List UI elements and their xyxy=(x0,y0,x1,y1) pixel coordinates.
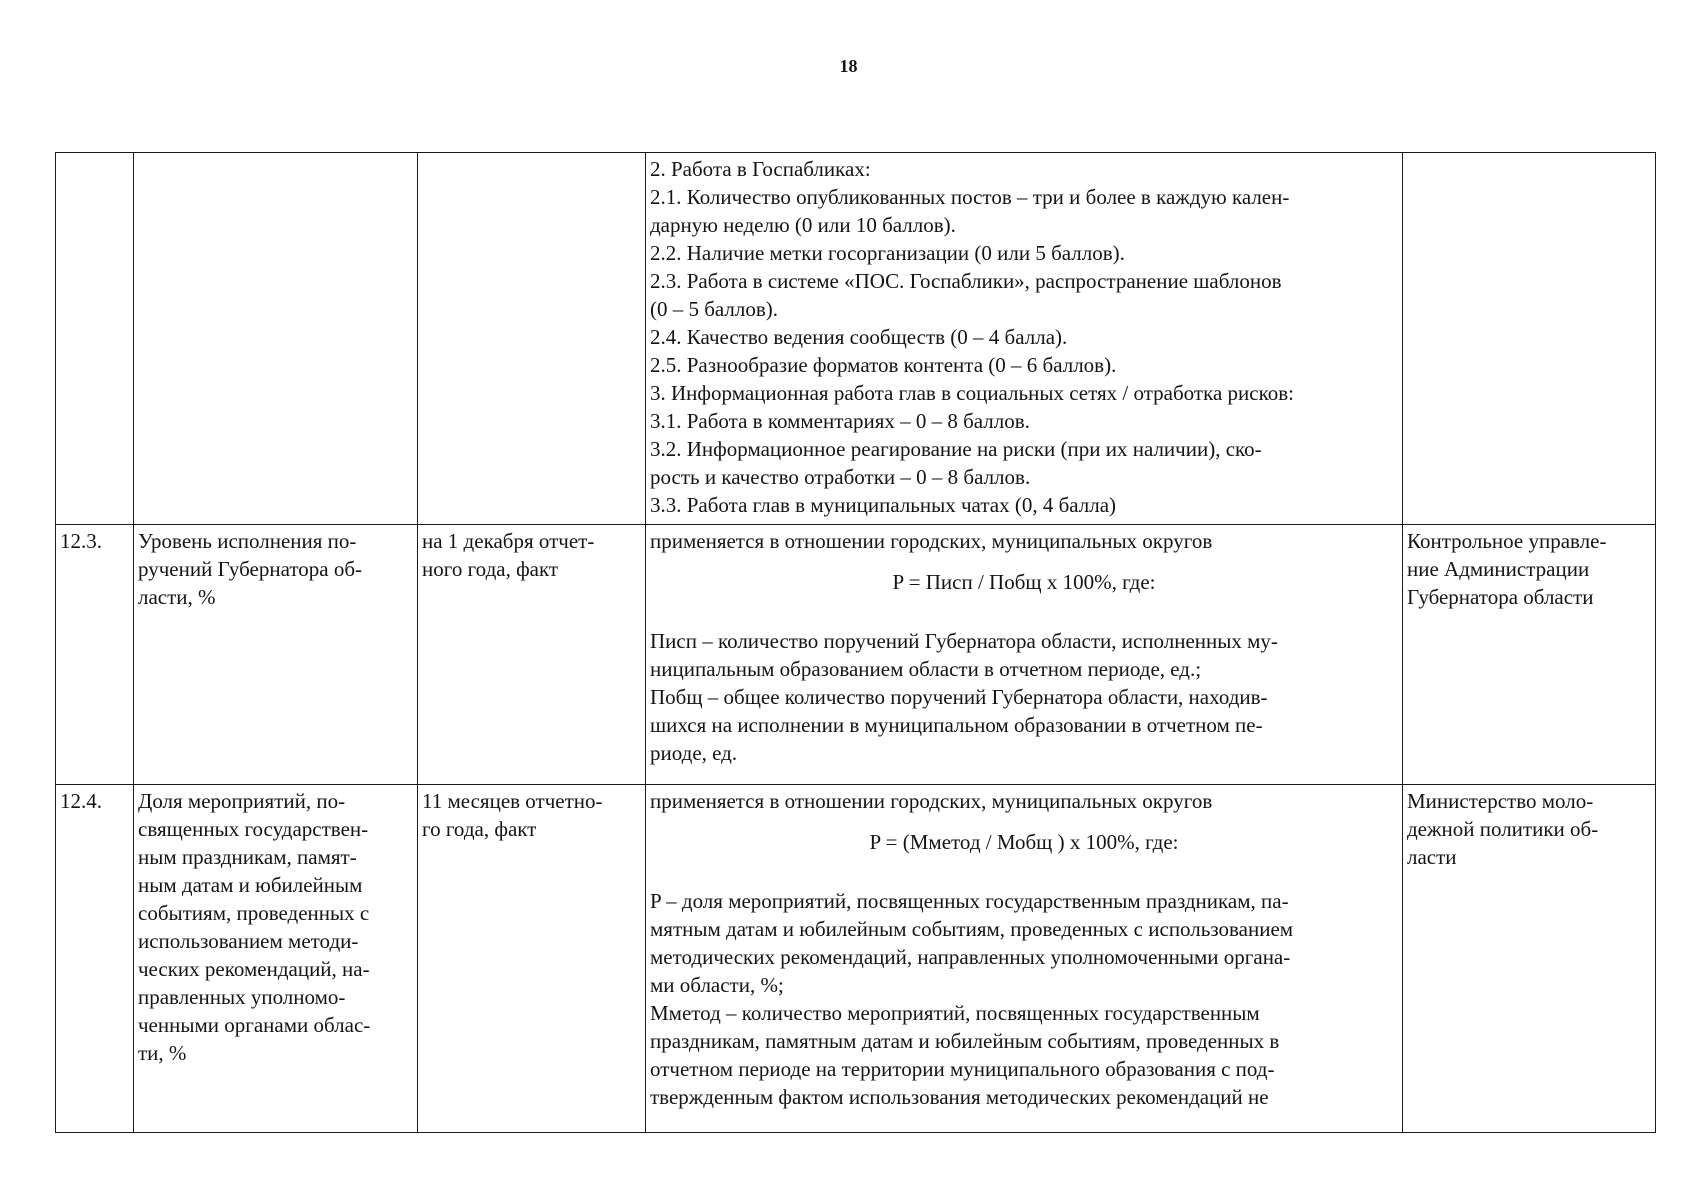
definition-line: методических рекомендаций, направленных уполномоченными органа- xyxy=(650,945,1291,969)
cell-responsible xyxy=(1403,785,1656,1133)
cell-name xyxy=(134,525,418,785)
responsible-line: Министерство моло- xyxy=(1407,789,1594,813)
table-row-12-3 xyxy=(56,525,1656,785)
table-row-12-4 xyxy=(56,785,1656,1133)
method-line: 2.2. Наличие метки госорганизации (0 или 5 баллов). xyxy=(650,241,1125,265)
definition-line: Мметод – количество мероприятий, посвященных государственным xyxy=(650,1001,1260,1025)
cell-method xyxy=(646,785,1403,1133)
cell-period xyxy=(418,153,646,525)
cell-number xyxy=(56,153,134,525)
indicator-name-line: ным праздникам, памят- xyxy=(138,845,357,869)
indicator-name-line: священных государствен- xyxy=(138,817,369,841)
method-line: 3.3. Работа глав в муниципальных чатах (0, 4 балла) xyxy=(650,493,1117,517)
applies-text: применяется в отношении городских, муниципальных округов xyxy=(650,529,1213,553)
indicator-name-line: ченными органами облас- xyxy=(138,1013,371,1037)
cell-method xyxy=(646,525,1403,785)
responsible-line: ласти xyxy=(1407,845,1457,869)
cell-number xyxy=(56,525,134,785)
indicator-name-line: ти, % xyxy=(138,1041,187,1065)
cell-responsible xyxy=(1403,525,1656,785)
row-number: 12.3. xyxy=(60,529,102,553)
formula: P = (Мметод / Мобщ ) x 100%, где: xyxy=(869,830,1179,854)
indicator-name-line: использованием методи- xyxy=(138,929,359,953)
indicator-name-line: Уровень исполнения по- xyxy=(138,529,357,553)
cell-name xyxy=(134,785,418,1133)
definition-line: риоде, ед. xyxy=(650,741,738,765)
definition-line: отчетном периоде на территории муниципального образования с под- xyxy=(650,1057,1275,1081)
responsible-line: Контрольное управле- xyxy=(1407,529,1607,553)
method-line: 3.2. Информационное реагирование на риски (при их наличии), ско- xyxy=(650,437,1262,461)
responsible-line: Губернатора области xyxy=(1407,585,1594,609)
responsible-line: ние Администрации xyxy=(1407,557,1590,581)
period-line: 11 месяцев отчетно- xyxy=(422,789,603,813)
definition-line: P – доля мероприятий, посвященных государственным праздникам, па- xyxy=(650,889,1289,913)
method-line: (0 – 5 баллов). xyxy=(650,297,779,321)
cell-number xyxy=(56,785,134,1133)
method-line: 3. Информационная работа глав в социальных сетях / отработка рисков: xyxy=(650,381,1294,405)
indicator-name-line: ным датам и юбилейным xyxy=(138,873,363,897)
period-line: ного года, факт xyxy=(422,557,559,581)
formula: P = Писп / Побщ x 100%, где: xyxy=(892,570,1156,594)
page-number: 18 xyxy=(839,56,858,76)
method-line: 2. Работа в Госпабликах: xyxy=(650,157,871,181)
definition-line: мятным датам и юбилейным событиям, проведенных с использованием xyxy=(650,917,1294,941)
method-line: 3.1. Работа в комментариях – 0 – 8 баллов. xyxy=(650,409,1030,433)
cell-method xyxy=(646,153,1403,525)
cell-period xyxy=(418,525,646,785)
method-line: рость и качество отработки – 0 – 8 баллов. xyxy=(650,465,1031,489)
definition-line: шихся на исполнении в муниципальном образовании в отчетном пе- xyxy=(650,713,1263,737)
indicator-name-line: ласти, % xyxy=(138,585,216,609)
indicator-name-line: правленных уполномо- xyxy=(138,985,346,1009)
method-line: дарную неделю (0 или 10 баллов). xyxy=(650,213,956,237)
indicator-name-line: Доля мероприятий, по- xyxy=(138,789,346,813)
period-line: го года, факт xyxy=(422,817,537,841)
period-line: на 1 декабря отчет- xyxy=(422,529,595,553)
definition-line: ниципальным образованием области в отчетном периоде, ед.; xyxy=(650,657,1202,681)
indicator-name-line: событиям, проведенных с xyxy=(138,901,370,925)
cell-period xyxy=(418,785,646,1133)
indicators-table xyxy=(55,152,1656,1133)
applies-text: применяется в отношении городских, муниципальных округов xyxy=(650,789,1213,813)
indicator-name-line: ручений Губернатора об- xyxy=(138,557,363,581)
method-line: 2.5. Разнообразие форматов контента (0 – 6 баллов). xyxy=(650,353,1117,377)
method-line: 2.3. Работа в системе «ПОС. Госпаблики», распространение шаблонов xyxy=(650,269,1282,293)
cell-name xyxy=(134,153,418,525)
method-line: 2.4. Качество ведения сообществ (0 – 4 балла). xyxy=(650,325,1068,349)
definition-line: Писп – количество поручений Губернатора области, исполненных му- xyxy=(650,629,1278,653)
row-number: 12.4. xyxy=(60,789,102,813)
definition-line: Побщ – общее количество поручений Губернатора области, находив- xyxy=(650,685,1268,709)
cell-responsible xyxy=(1403,153,1656,525)
table-row-continuation xyxy=(56,153,1656,525)
method-line: 2.1. Количество опубликованных постов – три и более в каждую кален- xyxy=(650,185,1290,209)
definition-line: ми области, %; xyxy=(650,973,784,997)
indicator-name-line: ческих рекомендаций, на- xyxy=(138,957,370,981)
definition-line: твержденным фактом использования методических рекомендаций не xyxy=(650,1085,1269,1109)
definition-line: праздникам, памятным датам и юбилейным событиям, проведенных в xyxy=(650,1029,1280,1053)
responsible-line: дежной политики об- xyxy=(1407,817,1599,841)
